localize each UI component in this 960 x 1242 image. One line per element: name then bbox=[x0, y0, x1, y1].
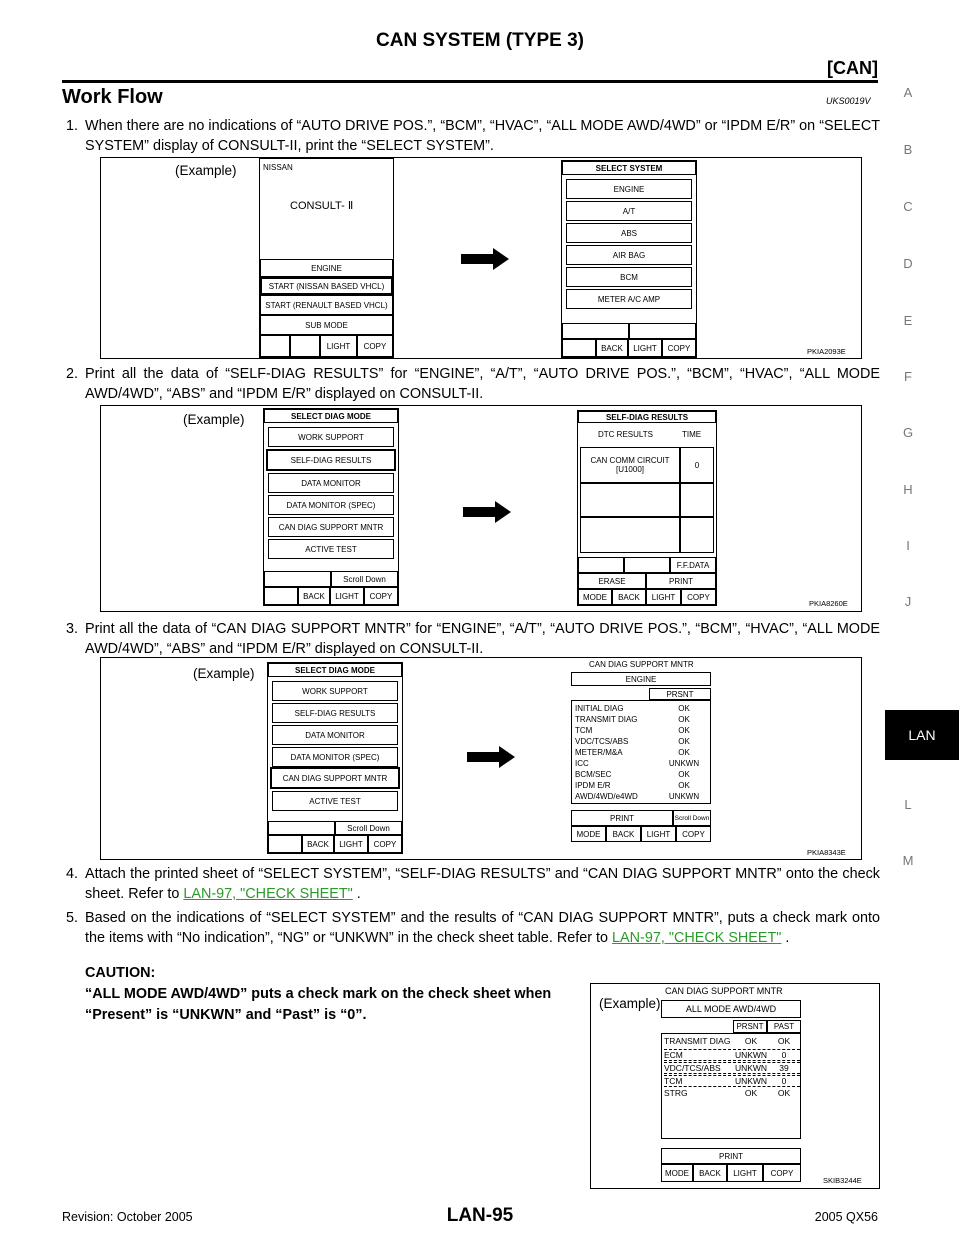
status-row-label: IPDM E/R bbox=[575, 781, 611, 790]
step-1: 1. When there are no indications of “AUTO DRIVE POS.”, “BCM”, “HVAC”, “ALL MODE AWD/4WD” or “IPDM E/R” on “SELECT SYSTEM” display of CONSULT-II, print the “SELECT SYSTEM”. bbox=[66, 118, 880, 154]
status-row-label: METER/M&A bbox=[575, 748, 623, 757]
side-tab-d[interactable]: D bbox=[903, 256, 913, 271]
awd-row-label: TRANSMIT DIAG bbox=[664, 1036, 731, 1046]
awd-status-table bbox=[661, 1033, 801, 1139]
side-tab-h[interactable]: H bbox=[903, 482, 913, 497]
header-divider bbox=[62, 80, 878, 83]
page-title: CAN SYSTEM (TYPE 3) bbox=[376, 30, 584, 51]
status-row bbox=[575, 748, 709, 757]
awd-status-row bbox=[664, 1062, 800, 1074]
step-4: 4. Attach the printed sheet of “SELECT SYSTEM”, “SELF-DIAG RESULTS” and “CAN DIAG SUPPORT MNTR” onto the check sheet. Refer to LAN-97, "CHECK SHEET" . bbox=[66, 866, 880, 902]
example-label: (Example) bbox=[175, 163, 237, 178]
check-sheet-link[interactable]: LAN-97, "CHECK SHEET" bbox=[183, 886, 353, 902]
awd-status-row bbox=[664, 1049, 800, 1061]
status-row-label: BCM/SEC bbox=[575, 770, 612, 779]
side-tab-j[interactable]: J bbox=[904, 594, 912, 609]
awd-row-value: UNKWN bbox=[734, 1063, 768, 1073]
awd-row-value: 0 bbox=[781, 1076, 787, 1086]
step-2: 2. Print all the data of “SELF-DIAG RESULTS” for “ENGINE”, “A/T”, “AUTO DRIVE POS.”, “BCM”, “HVAC”, “ALL MODE AWD/4WD”, “ABS” and “IPDM E/R” displayed on CONSULT-II. bbox=[66, 366, 880, 402]
awd-row-label: TCM bbox=[664, 1076, 683, 1086]
select-diag-mode-screen: SELECT DIAG MODE WORK SUPPORT SELF-DIAG RESULTS DATA MONITOR DATA MONITOR (SPEC) CAN DIAG SUPPORT MNTR ACTIVE TEST Scroll Down BACK LIGHT COPY bbox=[263, 408, 399, 606]
awd-row-value: UNKWN bbox=[734, 1076, 768, 1086]
awd-row-value: UNKWN bbox=[734, 1050, 768, 1060]
status-row-label: TRANSMIT DIAG bbox=[575, 715, 638, 724]
status-row-value: UNKWN bbox=[668, 792, 700, 801]
awd-row-value: 0 bbox=[781, 1050, 787, 1060]
awd-row-value: 39 bbox=[779, 1063, 789, 1073]
work-flow-code: UKS0019V bbox=[826, 96, 871, 106]
awd-row-value: OK bbox=[777, 1088, 791, 1098]
status-row-label: VDC/TCS/ABS bbox=[575, 737, 629, 746]
side-tab-i[interactable]: I bbox=[906, 538, 910, 553]
page-number: LAN-95 bbox=[446, 1205, 514, 1226]
status-row-label: ICC bbox=[575, 759, 589, 768]
figure-all-mode-awd: (Example) CAN DIAG SUPPORT MNTR ALL MODE AWD/4WD PRSNT PAST TRANSMIT DIAG OK OK ECM UNKWN 0 VDC/TCS/ABS UNKWN 39 TCM UNKWN 0 STRG OK OK PRINT MODE BACK LIGHT COPY SKIB3244E bbox=[590, 983, 880, 1189]
status-row bbox=[575, 715, 709, 724]
self-diag-results-screen: SELF-DIAG RESULTS DTC RESULTS TIME CAN COMM CIRCUIT [U1000] 0 F.F.DATA ERASE PRINT MODE BACK LIGHT COPY bbox=[577, 410, 717, 606]
awd-status-row bbox=[664, 1036, 800, 1046]
side-tab-g[interactable]: G bbox=[902, 425, 914, 440]
status-row bbox=[575, 792, 709, 801]
side-tab-f[interactable]: F bbox=[904, 369, 912, 384]
awd-row-label: ECM bbox=[664, 1050, 683, 1060]
revision-date: Revision: October 2005 bbox=[62, 1210, 193, 1224]
caution-label: CAUTION: bbox=[85, 965, 156, 981]
awd-row-label: VDC/TCS/ABS bbox=[664, 1063, 721, 1073]
status-row-value: OK bbox=[678, 715, 690, 724]
status-row bbox=[575, 759, 709, 768]
status-row bbox=[575, 770, 709, 779]
side-tab-b[interactable]: B bbox=[903, 142, 913, 157]
caution-note bbox=[85, 963, 580, 1026]
side-tab-m[interactable]: M bbox=[902, 853, 914, 868]
side-tab-lan-active[interactable]: LAN bbox=[885, 710, 959, 760]
status-row-value: OK bbox=[678, 726, 690, 735]
awd-status-row bbox=[664, 1088, 800, 1098]
side-tab-e[interactable]: E bbox=[903, 313, 913, 328]
awd-row-value: OK bbox=[744, 1088, 758, 1098]
status-row bbox=[575, 726, 709, 735]
status-row-value: UNKWN bbox=[668, 759, 700, 768]
figure-self-diag-results: (Example) SELECT DIAG MODE WORK SUPPORT SELF-DIAG RESULTS DATA MONITOR DATA MONITOR (SPEC) CAN DIAG SUPPORT MNTR ACTIVE TEST Scroll Down BACK LIGHT COPY SELF-DIAG RESULTS DTC RESULTS TIME CAN COMM CIRCUIT [U1000] 0 F.F.DATA ERASE PRINT MODE BACK LIGHT COPY PKIA8260E bbox=[100, 405, 862, 612]
awd-row-label: STRG bbox=[664, 1088, 688, 1098]
status-row-value: OK bbox=[678, 748, 690, 757]
status-row-value: OK bbox=[678, 781, 690, 790]
can-diag-support-mntr-screen: CAN DIAG SUPPORT MNTR ENGINE PRSNT INITIAL DIAG OK TRANSMIT DIAG OK TCM OK VDC/TCS/ABS OK METER/M&A OK ICC UNKWN BCM/SEC OK IPDM E/R OK AWD/4WD/e4WD UNKWN PRINT Scroll Down MODE BACK LIGHT COPY bbox=[567, 660, 713, 852]
status-row-value: OK bbox=[678, 737, 690, 746]
status-row-label: TCM bbox=[575, 726, 593, 735]
model-label: 2005 QX56 bbox=[814, 1210, 878, 1224]
awd-row-value: OK bbox=[744, 1036, 758, 1046]
status-row-label: AWD/4WD/e4WD bbox=[575, 792, 638, 801]
status-row bbox=[575, 704, 709, 713]
awd-status-row bbox=[664, 1075, 800, 1087]
side-tab-l[interactable]: L bbox=[904, 797, 912, 812]
status-row-value: OK bbox=[678, 770, 690, 779]
figure-code: PKIA2093E bbox=[807, 347, 846, 356]
figure-select-system bbox=[100, 157, 862, 359]
side-tab-a[interactable]: A bbox=[903, 85, 913, 100]
section-label: [CAN] bbox=[827, 58, 878, 78]
caution-text: “ALL MODE AWD/4WD” puts a check mark on the check sheet when “Present” is “UNKWN” and “Past” is “0”. bbox=[85, 986, 552, 1023]
select-system-screen: SELECT SYSTEM ENGINE A/T ABS AIR BAG BCM METER A/C AMP BACK LIGHT COPY bbox=[561, 160, 697, 358]
all-mode-awd-screen: CAN DIAG SUPPORT MNTR ALL MODE AWD/4WD PRSNT PAST TRANSMIT DIAG OK OK ECM UNKWN 0 VDC/TCS/ABS UNKWN 39 TCM UNKWN 0 STRG OK OK PRINT MODE BACK LIGHT COPY bbox=[661, 986, 801, 1182]
step-3: 3. Print all the data of “CAN DIAG SUPPORT MNTR” for “ENGINE”, “A/T”, “AUTO DRIVE POS.”, “BCM”, “HVAC”, “ALL MODE AWD/4WD”, “ABS” and “IPDM E/R” displayed on CONSULT-II. bbox=[66, 621, 880, 657]
status-row-value: OK bbox=[678, 704, 690, 713]
check-sheet-link-2[interactable]: LAN-97, "CHECK SHEET" bbox=[612, 930, 782, 946]
consult-start-screen: NISSAN CONSULT- Ⅱ ENGINE START (NISSAN BASED VHCL) START (RENAULT BASED VHCL) SUB MODE LIGHT COPY bbox=[259, 158, 394, 358]
right-arrow-icon bbox=[467, 746, 515, 768]
side-tab-c[interactable]: C bbox=[903, 199, 913, 214]
work-flow-title: Work Flow bbox=[62, 86, 163, 108]
select-diag-mode-screen-2: SELECT DIAG MODE WORK SUPPORT SELF-DIAG RESULTS DATA MONITOR DATA MONITOR (SPEC) CAN DIAG SUPPORT MNTR ACTIVE TEST Scroll Down BACK LIGHT COPY bbox=[267, 662, 403, 854]
right-arrow-icon bbox=[463, 501, 511, 523]
figure-can-diag-support-mntr: (Example) SELECT DIAG MODE WORK SUPPORT SELF-DIAG RESULTS DATA MONITOR DATA MONITOR (SPEC) CAN DIAG SUPPORT MNTR ACTIVE TEST Scroll Down BACK LIGHT COPY CAN DIAG SUPPORT MNTR ENGINE PRSNT INITIAL DIAG OK TRANSMIT DIAG OK TCM OK VDC/TCS/ABS OK METER/M&A OK ICC UNKWN BCM/SEC OK IPDM E/R OK AWD/4WD/e4WD UNKWN PRINT Scroll Down MODE BACK LIGHT COPY PKIA8343E bbox=[100, 657, 862, 860]
status-table bbox=[571, 700, 711, 804]
status-row bbox=[575, 737, 709, 746]
status-row bbox=[575, 781, 709, 790]
right-arrow-icon bbox=[461, 248, 509, 270]
awd-row-value: OK bbox=[777, 1036, 791, 1046]
status-row-label: INITIAL DIAG bbox=[575, 704, 624, 713]
step-5: 5. Based on the indications of “SELECT SYSTEM” and the results of “CAN DIAG SUPPORT MNTR”, puts a check mark onto the items with “No indication”, “NG” or “UNKWN” in the check sheet table. Refer to LAN-97, "CHECK SHEET" . bbox=[66, 910, 880, 946]
